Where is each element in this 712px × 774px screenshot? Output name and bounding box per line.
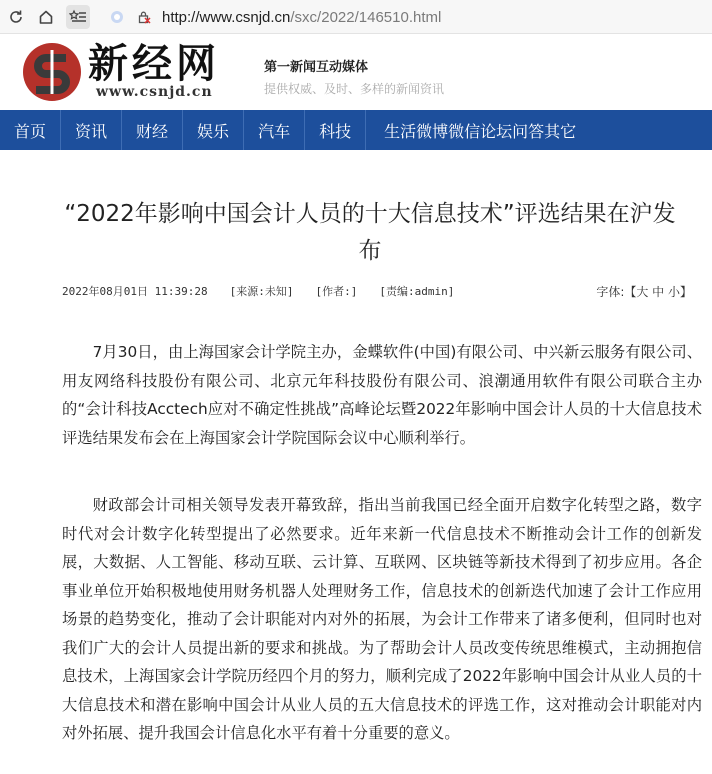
article-source: [来源:未知] (229, 285, 294, 298)
tagline-main: 第一新闻互动媒体 (264, 60, 369, 75)
publish-date: 2022年08月01日 11:39:28 (62, 285, 208, 298)
home-icon[interactable] (34, 5, 58, 29)
article-author: [作者:] (315, 285, 358, 298)
refresh-icon[interactable] (4, 5, 28, 29)
article-meta (62, 283, 692, 299)
nav-item-news[interactable]: 资讯 (61, 110, 122, 150)
main-nav (0, 110, 712, 150)
font-size-control[interactable]: 字体:【大 中 小】 (596, 285, 692, 299)
nav-item-more[interactable]: 生活微博微信论坛问答其它 (384, 121, 577, 141)
article-paragraph: 7月30日，由上海国家会计学院主办，金蝶软件(中国)有限公司、中兴新云服务有限公司、用友网络科技股份有限公司、北京元年科技股份有限公司、浪潮通用软件有限公司联合主办的“会计科技Acctech应对不确定性挑战”高峰论坛暨2022年影响中国会计人员的十大信息技术评选结果发布会在上海国家会计学院国际会议中心顺利举行。 (62, 343, 702, 447)
address-bar[interactable] (162, 6, 441, 28)
not-secure-icon[interactable] (134, 5, 154, 29)
site-header (0, 34, 712, 108)
reading-list-icon[interactable] (66, 5, 90, 29)
article-title: “2022年影响中国会计人员的十大信息技术”评选结果在沪发布 (64, 201, 676, 264)
nav-item-entertainment[interactable]: 娱乐 (183, 110, 244, 150)
nav-item-home[interactable]: 首页 (0, 110, 61, 150)
logo-icon[interactable] (22, 42, 82, 102)
tagline-sub: 提供权威、及时、多样的新闻资讯 (264, 82, 445, 96)
url-path: /sxc/2022/146510.html (290, 8, 442, 26)
nav-item-tech[interactable]: 科技 (305, 110, 366, 150)
article-editor: [责编:admin] (379, 285, 455, 298)
logo-title[interactable]: 新经网 (88, 40, 220, 87)
article-paragraph: 财政部会计司相关领导发表开幕致辞，指出当前我国已经全面开启数字化转型之路，数字时代对会计数字化转型提出了必然要求。近年来新一代信息技术不断推动会计工作的创新发展，大数据、人工智能、移动互联、云计算、互联网、区块链等新技术得到了初步应用。各企事业单位开始积极地使用财务机器人处理财务工作，信息技术的创新迭代加速了会计工作应用场景的趋势变化，推动了会计职能对内对外的拓展，为会计工作带来了诸多便利，但同时也对我们广大的会计人员提出新的要求和挑战。为了帮助会计人员改变传统思维模式，主动拥抱信息技术，上海国家会计学院历经四个月的努力，顺利完成了2022年影响中国会计从业人员的十大信息技术和潜在影响中国会计从业人员的五大信息技术的评选工作，这对推动会计职能对内对外拓展、提升我国会计信息化水平有着十分重要的意义。 (62, 496, 702, 742)
browser-toolbar (0, 0, 712, 34)
url-host: http://www.csnjd.cn (162, 8, 291, 26)
nav-item-finance[interactable]: 财经 (122, 110, 183, 150)
site-info-icon[interactable] (108, 5, 126, 29)
logo-url: www.csnjd.cn (96, 84, 213, 100)
nav-item-auto[interactable]: 汽车 (244, 110, 305, 150)
